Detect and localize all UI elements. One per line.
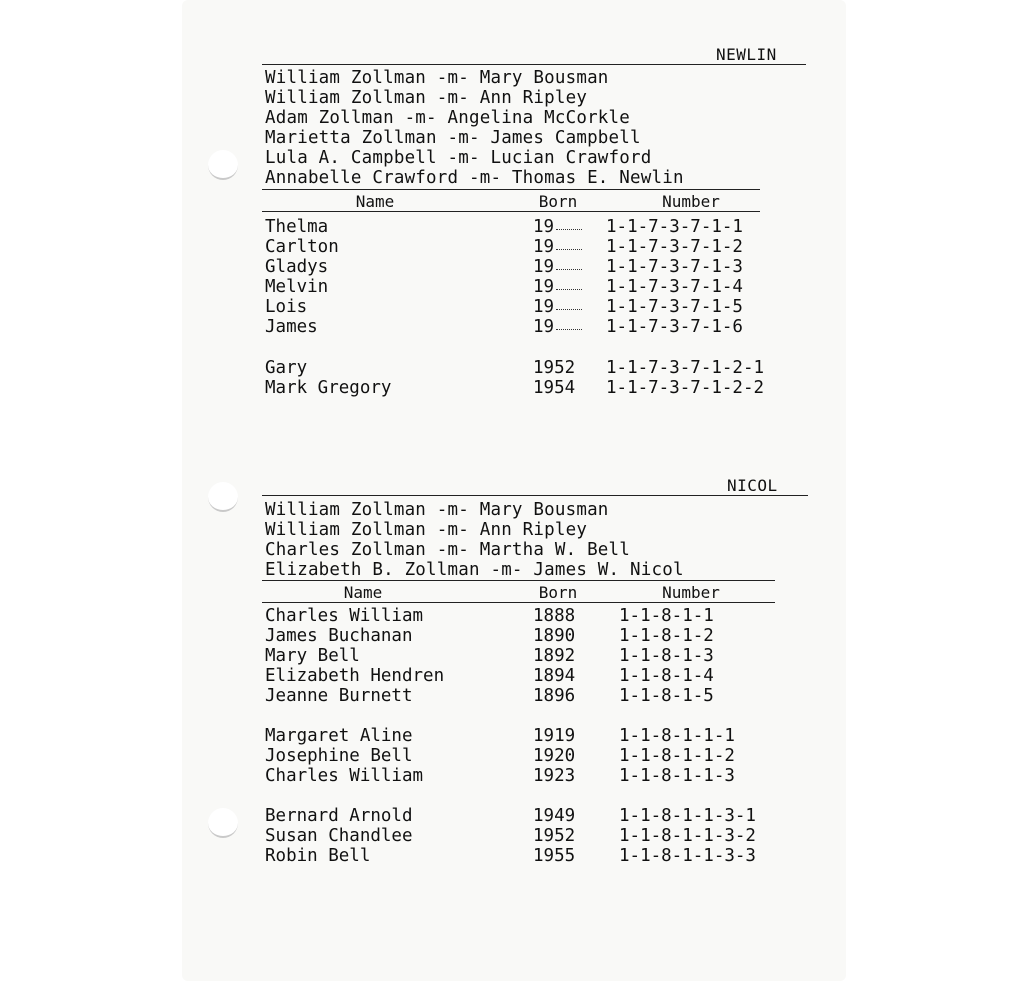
column-header-rule <box>262 602 775 603</box>
column-header-number: Number <box>662 583 720 602</box>
person-name: James Buchanan <box>265 626 413 646</box>
lineage-number: 1-1-7-3-7-1-5 <box>606 297 743 317</box>
person-name: Jeanne Burnett <box>265 686 413 706</box>
person-name: Elizabeth Hendren <box>265 666 445 686</box>
birth-year: 1892 <box>533 646 576 666</box>
person-name: Robin Bell <box>265 846 371 866</box>
lineage-number: 1-1-8-1-2 <box>619 626 714 646</box>
lineage-number: 1-1-7-3-7-1-1 <box>606 217 743 237</box>
person-name: Josephine Bell <box>265 746 413 766</box>
birth-year: 19 <box>533 237 582 257</box>
column-header-name: Name <box>343 583 383 602</box>
lineage-number: 1-1-7-3-7-1-2-1 <box>606 358 765 378</box>
surname-heading: NEWLIN <box>716 45 777 64</box>
birth-year: 1952 <box>533 358 576 378</box>
person-name: Melvin <box>265 277 329 297</box>
birth-year: 19 <box>533 297 582 317</box>
lineage-number: 1-1-7-3-7-1-3 <box>606 257 743 277</box>
person-name: James <box>265 317 318 337</box>
heading-rule <box>262 495 808 496</box>
lineage-line: William Zollman -m- Mary Bousman <box>265 500 609 520</box>
lineage-line: Adam Zollman -m- Angelina McCorkle <box>265 108 631 128</box>
lineage-line: Charles Zollman -m- Martha W. Bell <box>265 540 631 560</box>
surname-heading: NICOL <box>727 476 778 495</box>
person-name: Carlton <box>265 237 339 257</box>
birth-year: 19 <box>533 317 582 337</box>
birth-year: 1920 <box>533 746 576 766</box>
column-header-name: Name <box>355 192 395 211</box>
punch-hole <box>208 482 238 512</box>
birth-year: 1952 <box>533 826 576 846</box>
birth-year: 1919 <box>533 726 576 746</box>
birth-year: 1888 <box>533 606 576 626</box>
lineage-line: William Zollman -m- Ann Ripley <box>265 520 588 540</box>
punch-hole <box>208 150 238 180</box>
birth-year: 1955 <box>533 846 576 866</box>
birth-year: 1954 <box>533 378 576 398</box>
lineage-number: 1-1-8-1-1-3 <box>619 766 735 786</box>
birth-year: 19 <box>533 257 582 277</box>
lineage-line: Marietta Zollman -m- James Campbell <box>265 128 641 148</box>
lineage-line: William Zollman -m- Ann Ripley <box>265 88 588 108</box>
person-name: Charles William <box>265 606 424 626</box>
person-name: Gladys <box>265 257 329 277</box>
lineage-number: 1-1-8-1-1 <box>619 606 714 626</box>
column-header-born: Born <box>538 583 578 602</box>
lineage-number: 1-1-7-3-7-1-6 <box>606 317 743 337</box>
lineage-number: 1-1-8-1-1-3-1 <box>619 806 756 826</box>
lineage-number: 1-1-8-1-1-3-2 <box>619 826 756 846</box>
column-header-born: Born <box>538 192 578 211</box>
punch-hole <box>208 808 238 838</box>
lineage-line: Lula A. Campbell -m- Lucian Crawford <box>265 148 652 168</box>
person-name: Mary Bell <box>265 646 360 666</box>
lineage-number: 1-1-8-1-1-1 <box>619 726 735 746</box>
heading-rule <box>262 64 806 65</box>
lineage-line: Elizabeth B. Zollman -m- James W. Nicol <box>265 560 684 580</box>
column-header-number: Number <box>662 192 720 211</box>
birth-year: 19 <box>533 277 582 297</box>
lineage-line: Annabelle Crawford -m- Thomas E. Newlin <box>265 168 684 188</box>
person-name: Mark Gregory <box>265 378 392 398</box>
lineage-rule <box>262 189 760 190</box>
lineage-rule <box>262 580 775 581</box>
column-header-rule <box>262 211 760 212</box>
birth-year: 1949 <box>533 806 576 826</box>
lineage-number: 1-1-8-1-1-2 <box>619 746 735 766</box>
person-name: Gary <box>265 358 308 378</box>
person-name: Margaret Aline <box>265 726 413 746</box>
birth-year: 1896 <box>533 686 576 706</box>
person-name: Lois <box>265 297 308 317</box>
lineage-number: 1-1-8-1-1-3-3 <box>619 846 756 866</box>
lineage-number: 1-1-7-3-7-1-2 <box>606 237 743 257</box>
lineage-number: 1-1-8-1-4 <box>619 666 714 686</box>
lineage-number: 1-1-8-1-3 <box>619 646 714 666</box>
lineage-line: William Zollman -m- Mary Bousman <box>265 68 609 88</box>
person-name: Bernard Arnold <box>265 806 413 826</box>
lineage-number: 1-1-7-3-7-1-2-2 <box>606 378 765 398</box>
person-name: Charles William <box>265 766 424 786</box>
birth-year: 1923 <box>533 766 576 786</box>
person-name: Susan Chandlee <box>265 826 413 846</box>
birth-year: 1894 <box>533 666 576 686</box>
lineage-number: 1-1-8-1-5 <box>619 686 714 706</box>
person-name: Thelma <box>265 217 329 237</box>
lineage-number: 1-1-7-3-7-1-4 <box>606 277 743 297</box>
birth-year: 19 <box>533 217 582 237</box>
birth-year: 1890 <box>533 626 576 646</box>
